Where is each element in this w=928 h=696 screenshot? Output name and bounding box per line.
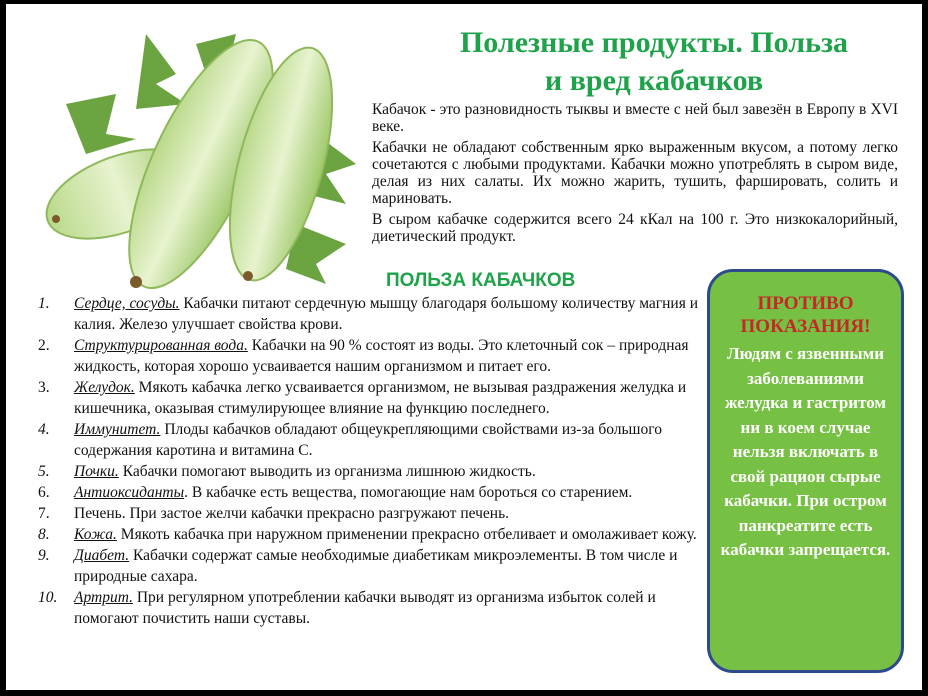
title-line-2: и вред кабачков [544, 64, 764, 97]
item-text: При регулярном употреблении кабачки выводят из организма избыток солей и помогают почистить наши суставы. [74, 589, 656, 627]
intro-paragraph: Кабачки не обладают собственным ярко выраженным вкусом, а потому легко сочетаются с любыми продуктами. Кабачки можно употреблять в сыром виде, делая из них салаты. Их можно жарить, тушить, фаршировать, солить и мариновать. [372, 139, 898, 207]
intro-paragraph: Кабачок - это разновидность тыквы и вместе с ней был завезён в Европу в XVI веке. [372, 101, 898, 135]
title-line-1: Полезные продукты. Польза [459, 26, 849, 59]
item-number: 7. [38, 505, 50, 522]
item-term: Антиоксиданты [74, 484, 185, 501]
item-text: Кабачки на 90 % состоят из воды. Это клеточный сок – природная жидкость, которая хорошо усваивается нашим организмом и питает его. [74, 337, 689, 375]
list-item [36, 419, 706, 461]
item-term: Диабет. [74, 547, 130, 564]
intro-paragraph: В сыром кабачке содержится всего 24 кКал на 100 г. Это низкокалорийный, диетический продукт. [372, 211, 898, 245]
item-text: Кабачки помогают выводить из организма лишнюю жидкость. [118, 463, 536, 480]
item-text: Мякоть кабачка при наружном применении прекрасно отбеливает и омолаживает кожу. [116, 526, 697, 543]
item-number: 1. [38, 295, 50, 312]
item-number: 5. [38, 463, 50, 480]
item-text: Кабачки содержат самые необходимые диабетикам микроэлементы. В том числе и природные сахара. [74, 547, 678, 585]
item-number: 10. [38, 589, 58, 606]
list-item [36, 461, 706, 482]
item-term: Структурированная вода. [74, 337, 248, 354]
item-text: . В кабачке есть вещества, помогающие нам бороться со старением. [184, 484, 633, 501]
benefits-heading: ПОЛЬЗА КАБАЧКОВ [386, 270, 576, 291]
intro-text [372, 101, 898, 249]
item-number: 6. [38, 484, 50, 501]
item-term: Артрит. [74, 589, 133, 606]
item-text: Печень. При застое желчи кабачки прекрасно разгружают печень. [74, 505, 510, 522]
item-term: Сердце, сосуды. [74, 295, 180, 312]
infographic-page [6, 4, 922, 690]
item-number: 9. [38, 547, 50, 564]
item-term: Иммунитет. [74, 421, 161, 438]
contraindications-text: Людям с язвенными заболеваниями желудка и гастритом ни в коем случае нельзя включать в свой рацион сырые кабачки. При остром панкреатите есть кабачки запрещается. [720, 344, 891, 559]
list-item [36, 482, 706, 503]
list-item [36, 335, 706, 377]
item-term: Почки. [74, 463, 119, 480]
list-item [36, 293, 706, 335]
item-text: Кабачки питают сердечную мышцу благодаря большому количеству магния и калия. Железо улучшает свойства крови. [74, 295, 699, 333]
item-number: 2. [38, 337, 50, 354]
item-number: 4. [38, 421, 50, 438]
item-term: Кожа. [74, 526, 117, 543]
item-number: 8. [38, 526, 50, 543]
item-term: Желудок. [74, 379, 135, 396]
benefits-list [36, 293, 706, 629]
contraindications-title: ПРОТИВО ПОКАЗАНИЯ! [740, 293, 871, 337]
zucchini-illustration [26, 14, 371, 299]
contraindications-box [707, 269, 904, 673]
item-text: Мякоть кабачка легко усваивается организмом, не вызывая раздражения желудка и кишечника, оказывая стимулирующее влияние на функцию последнего. [74, 379, 687, 417]
list-item [36, 587, 706, 629]
item-text: Плоды кабачков обладают общеукрепляющими свойствами из-за большого содержания каротина и витамина С. [74, 421, 662, 459]
list-item [36, 545, 706, 587]
list-item [36, 503, 706, 524]
list-item [36, 524, 706, 545]
list-item [36, 377, 706, 419]
page-title [384, 24, 922, 100]
item-number: 3. [38, 379, 50, 396]
